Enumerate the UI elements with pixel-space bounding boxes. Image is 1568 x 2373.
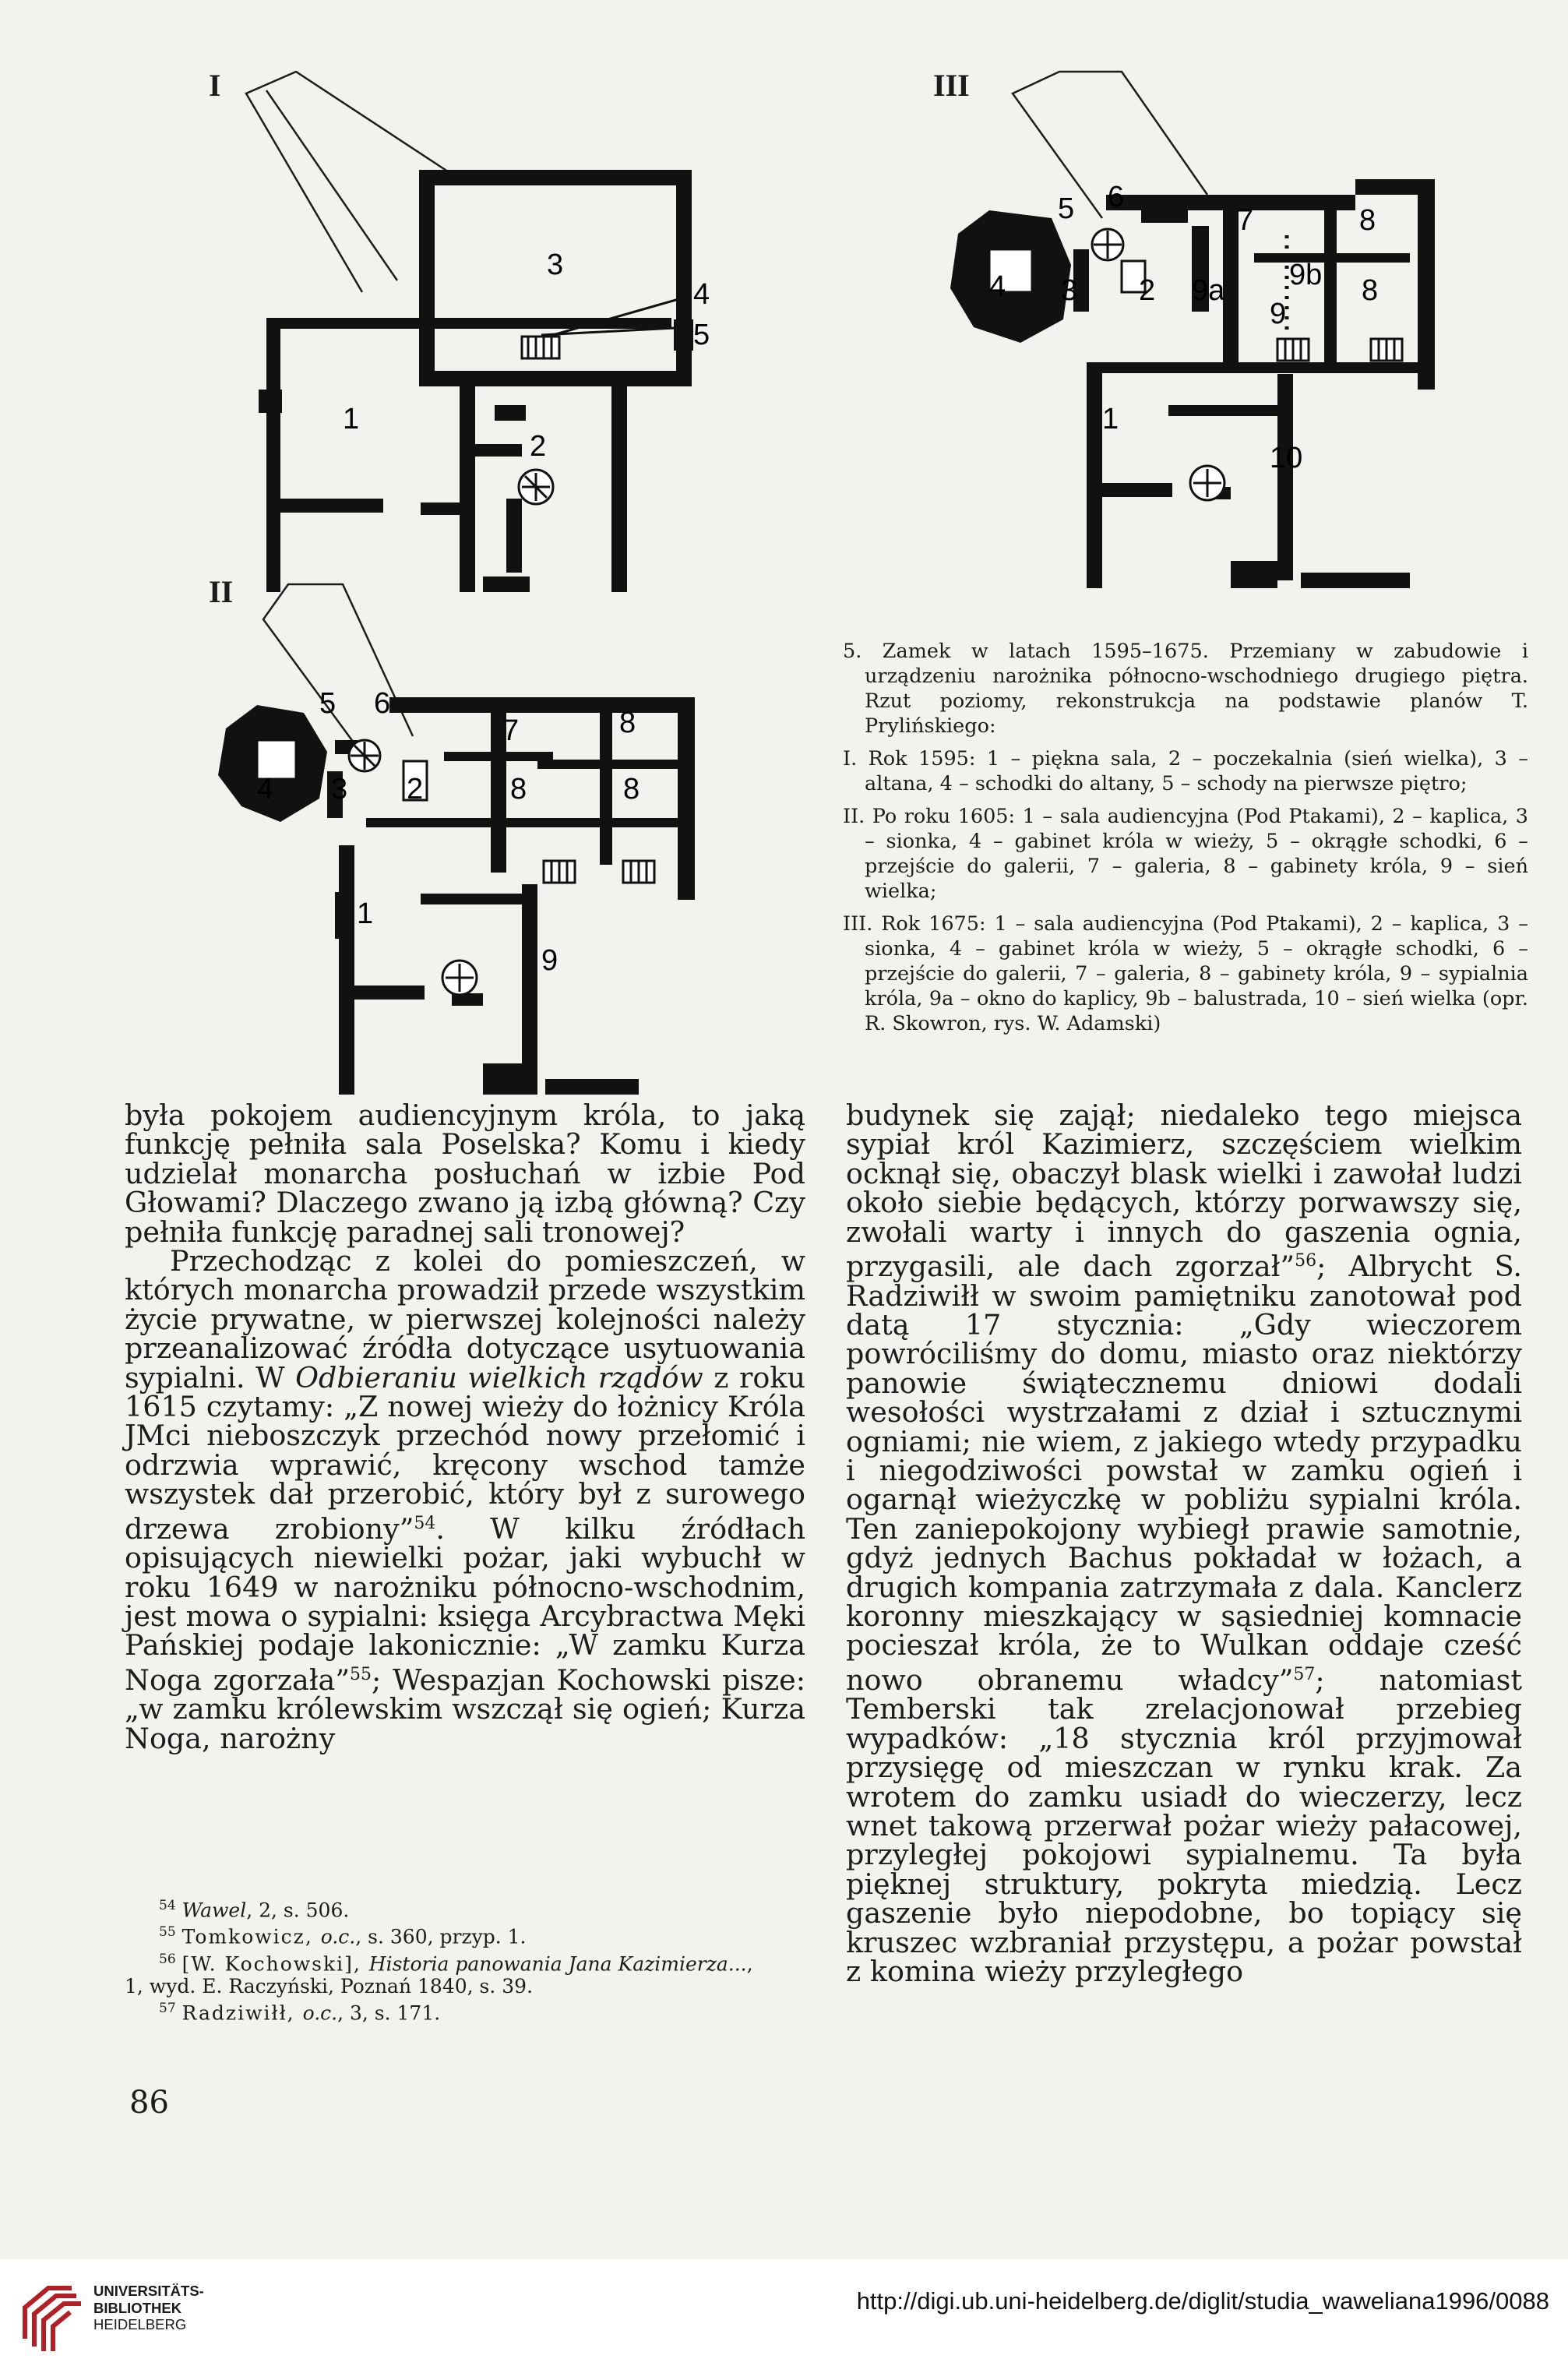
footnote-ref-55[interactable]: 55 bbox=[349, 1664, 372, 1684]
plan-1-label: I bbox=[209, 68, 221, 103]
plan-2-room-3: 3 bbox=[331, 773, 348, 806]
library-name: UNIVERSITÄTS- BIBLIOTHEK HEIDELBERG bbox=[93, 2283, 204, 2332]
plan-2-room-9: 9 bbox=[541, 944, 558, 977]
footnote-56: $^{56}$ [W. Kochowski], Historia panowania Jana Kazimierza..., bbox=[159, 1951, 753, 1975]
caption-title: 5. Zamek w latach 1595–1675. Przemiany w zabudowie i urządzeniu narożnika północno-wschodniego drugiego piętra. Rzut poziomy, rekonstrukcja na podstawie planów T. Prylińskiego: bbox=[843, 640, 1528, 738]
plan-3-room-8b: 8 bbox=[1362, 274, 1379, 307]
plan-1-room-3: 3 bbox=[547, 249, 564, 281]
footnote-54: $^{54}$ Wawel, 2, s. 506. bbox=[159, 1898, 350, 1922]
plan-3-room-1: 1 bbox=[1102, 403, 1119, 435]
left-paragraph-2: Przechodząc z kolei do pomieszczeń, w których monarcha prowadził przede wszystkim życie prywatne, w pierwszej kolejności należy przeanalizować źródła dotyczące usytuowania sypialni. W Odbieraniu wielkich rządów z roku 1615 czytamy: „Z nowej wieży do łożnicy Króla JMci nieboszczyk przechód nowy przełomić i odrzwia wprawić, kręcony wschod tamże wszystek dał przerobić, który był z surowego drzewa zrobiony”$^{54}$. W kilku źródłach opisujących niewielki pożar, jaki wybuchł w roku 1649 w narożniku północno-wschodnim, jest mowa o sypialni: księga Arcybractwa Męki Pańskiej podaje lakonicznie: „W zamku Kurza Noga zgorzała”$^{55}$; Wespazjan Kochowski pisze: „w zamku królewskim wszczął się ogień; Kurza Noga, narożny bbox=[125, 1244, 805, 1755]
footnote-57: $^{57}$ Radziwiłł, o.c., 3, s. 171. bbox=[159, 2000, 441, 2025]
page-number: 86 bbox=[129, 2085, 169, 2121]
footnote-ref-54[interactable]: 54 bbox=[414, 1513, 436, 1533]
plan-3-room-4: 4 bbox=[989, 270, 1006, 303]
plan-3-room-9b: 9b bbox=[1289, 259, 1323, 291]
plan-3-room-2: 2 bbox=[1139, 274, 1156, 307]
plan-3-room-5: 5 bbox=[1058, 192, 1075, 225]
right-text-column bbox=[846, 1098, 1522, 1989]
plan-2-room-2: 2 bbox=[407, 773, 424, 806]
source-url-link[interactable]: http://digi.ub.uni-heidelberg.de/diglit/studia_waweliana1996/0088 bbox=[856, 2287, 1549, 2315]
footnote-56-continued: 1, wyd. E. Raczyński, Poznań 1840, s. 39. bbox=[125, 1974, 534, 1997]
plan-3-room-10: 10 bbox=[1270, 442, 1303, 474]
plan-2-room-8a: 8 bbox=[619, 707, 636, 739]
plan-2-room-7: 7 bbox=[502, 714, 520, 747]
plan-3-label: III bbox=[933, 68, 970, 103]
floor-plan-1 bbox=[226, 62, 724, 592]
plan-2-label: II bbox=[209, 574, 234, 609]
plan-2-room-6: 6 bbox=[374, 687, 391, 720]
plan-2-room-8b: 8 bbox=[510, 773, 527, 806]
plan-3-room-3: 3 bbox=[1061, 274, 1078, 307]
left-text-column bbox=[125, 1098, 805, 1755]
plan-1-room-1: 1 bbox=[343, 403, 360, 435]
right-paragraph: budynek się zajął; niedaleko tego miejsca sypiał król Kazimierz, szczęściem wielkim ocknął się, obaczył blask wielki i zawołał ludzi około siebie będących, którzy porwawszy się, zwołali warty i innych do gaszenia ognia, przygasili, ale dach zgorzał”$^{56}$; Albrycht S. Radziwiłł w swoim pamiętniku zanotował pod datą 17 stycznia: „Gdy wieczorem powróciliśmy do domu, miasto oraz niektórzy panowie świątecznemu dniowi dodali wesołości wystrzałami z dział i sztucznymi ogniami; nie wiem, z jakiego wtedy przypadku i niegodziwości powstał w zamku ogień i ogarnął wieżyczkę w pobliżu sypialni króla. Ten zaniepokojony wybiegł prawie samotnie, gdyż jednych Bachus pokładał w łożach, a drugich kompania zatrzymała z dala. Kanclerz koronny mieszkający w sąsiedniej komnacie pocieszał króla, że to Wulkan oddaje cześć nowo obranemu władcy”$^{57}$; natomiast Temberski tak zrelacjonował przebieg wypadków: „18 stycznia król przyjmował przysięgę od mieszczan w rynku krak. Za wrotem do zamku usiadł do wieczerzy, lecz wnet takową przerwał pożar wieży pałacowej, przyległej pokojowi sypialnemu. Ta była pięknej struktury, pokryta miedzią. Lecz gaszenie było niepodobne, bo topiący się kruszec wzbraniał przystępu, a pożar powstał z komina wieży przyległego bbox=[846, 1098, 1522, 1989]
footnote-ref-56[interactable]: 56 bbox=[1295, 1251, 1317, 1271]
plan-1-room-5: 5 bbox=[693, 319, 710, 351]
footnote-ref-57[interactable]: 57 bbox=[1293, 1664, 1316, 1684]
left-paragraph-1: była pokojem audiencyjnym króla, to jaką funkcję pełniła sala Poselska? Komu i kiedy udzielał monarcha posłuchań w izbie Pod Głowami? Dlaczego zwano ją izbą główną? Czy pełniła funkcję paradnej sali tronowej? bbox=[125, 1098, 805, 1249]
plan-3-room-9: 9 bbox=[1270, 298, 1287, 330]
plan-1-room-4: 4 bbox=[693, 278, 710, 311]
plan-1-room-2: 2 bbox=[530, 430, 547, 463]
footnotes bbox=[125, 1895, 805, 2024]
digitization-footer bbox=[0, 2259, 1568, 2373]
caption-item-3: III. Rok 1675: 1 – sala audiencyjna (Pod Ptakami), 2 – kaplica, 3 – sionka, 4 – gabinet króla w wieży, 5 – okrągłe schodki, 6 – przejście do galerii, 7 – galeria, 8 – gabinety króla, 9 – sypialnia króla, 9a – okno do kaplicy, 9b – balustrada, 10 – sień wielka (opr. R. Skowron, rys. W. Adamski) bbox=[843, 912, 1528, 1035]
plan-3-room-8a: 8 bbox=[1359, 204, 1376, 237]
plan-3-room-6: 6 bbox=[1108, 181, 1125, 213]
plan-3-room-7: 7 bbox=[1237, 204, 1254, 237]
caption-item-2: II. Po roku 1605: 1 – sala audiencyjna (Pod Ptakami), 2 – kaplica, 3 – sionka, 4 – gabinet króla w wieży, 5 – okrągłe schodki, 6 – przejście do galerii, 7 – galeria, 8 – gabinety króla, 9 – sień wielka; bbox=[843, 805, 1528, 903]
plan-3-room-9a: 9a bbox=[1192, 274, 1225, 307]
caption-item-1: I. Rok 1595: 1 – piękna sala, 2 – poczekalnia (sień wielka), 3 – altana, 4 – schodki do altany, 5 – schody na pierwsze piętro; bbox=[843, 747, 1528, 795]
plan-2-room-8c: 8 bbox=[623, 773, 640, 806]
plan-2-room-5: 5 bbox=[319, 687, 337, 720]
floor-plan-3 bbox=[935, 62, 1464, 592]
plan-2-room-4: 4 bbox=[257, 773, 274, 806]
footnote-55: $^{55}$ Tomkowicz, o.c., s. 360, przyp. 1. bbox=[159, 1924, 527, 1948]
figure-caption bbox=[843, 639, 1528, 1036]
library-logo-icon bbox=[17, 2276, 84, 2354]
plan-2-room-1: 1 bbox=[357, 897, 374, 930]
floor-plan-2 bbox=[210, 573, 732, 1098]
